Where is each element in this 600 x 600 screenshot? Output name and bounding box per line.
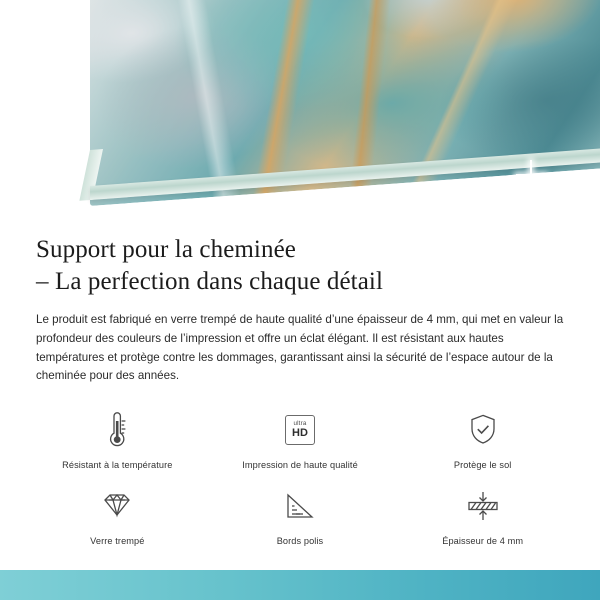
hero-product-image xyxy=(0,0,600,216)
ultra-hd-badge-top: ultra xyxy=(293,420,307,428)
page-title-line-2: – La perfection dans chaque détail xyxy=(36,267,383,295)
feature-grid xyxy=(0,408,600,546)
feature-label: Impression de haute qualité xyxy=(242,460,358,471)
feature-label: Épaisseur de 4 mm xyxy=(442,536,524,547)
page-title xyxy=(36,234,564,297)
feature-label: Résistant à la température xyxy=(62,460,173,471)
feature-item-print-quality xyxy=(209,408,392,470)
ultra-hd-badge-bottom: HD xyxy=(292,427,308,440)
feature-label: Protège le sol xyxy=(453,460,512,471)
footer-accent-bar xyxy=(0,570,600,600)
sparkle-icon xyxy=(552,176,572,196)
feature-item-tempered-glass xyxy=(26,484,209,546)
shield-check-icon xyxy=(466,408,500,452)
page-title-line-1: Support pour la cheminée xyxy=(36,236,296,263)
feature-item-polished-edges xyxy=(209,484,392,546)
ultra-hd-icon xyxy=(285,408,315,452)
feature-item-thickness xyxy=(391,484,574,546)
polished-edges-icon xyxy=(283,484,317,528)
feature-item-floor-protection xyxy=(391,408,574,470)
feature-label: Verre trempé xyxy=(90,536,145,547)
description-paragraph: Le produit est fabriqué en verre trempé de haute qualité d’une épaisseur de 4 mm, qui met en valeur la profondeur des couleurs de l’impression et offre un éclat élégant. Il est résistant aux hautes températures et protège contre les dommages, garantissant ainsi la sécurité de l’espace autour de la cheminée pour des années. xyxy=(36,313,564,383)
text-content xyxy=(0,216,600,386)
diamond-icon xyxy=(98,484,136,528)
feature-label: Bords polis xyxy=(276,536,324,547)
thermometer-icon xyxy=(100,408,134,452)
thickness-icon xyxy=(463,484,503,528)
feature-item-temperature xyxy=(26,408,209,470)
